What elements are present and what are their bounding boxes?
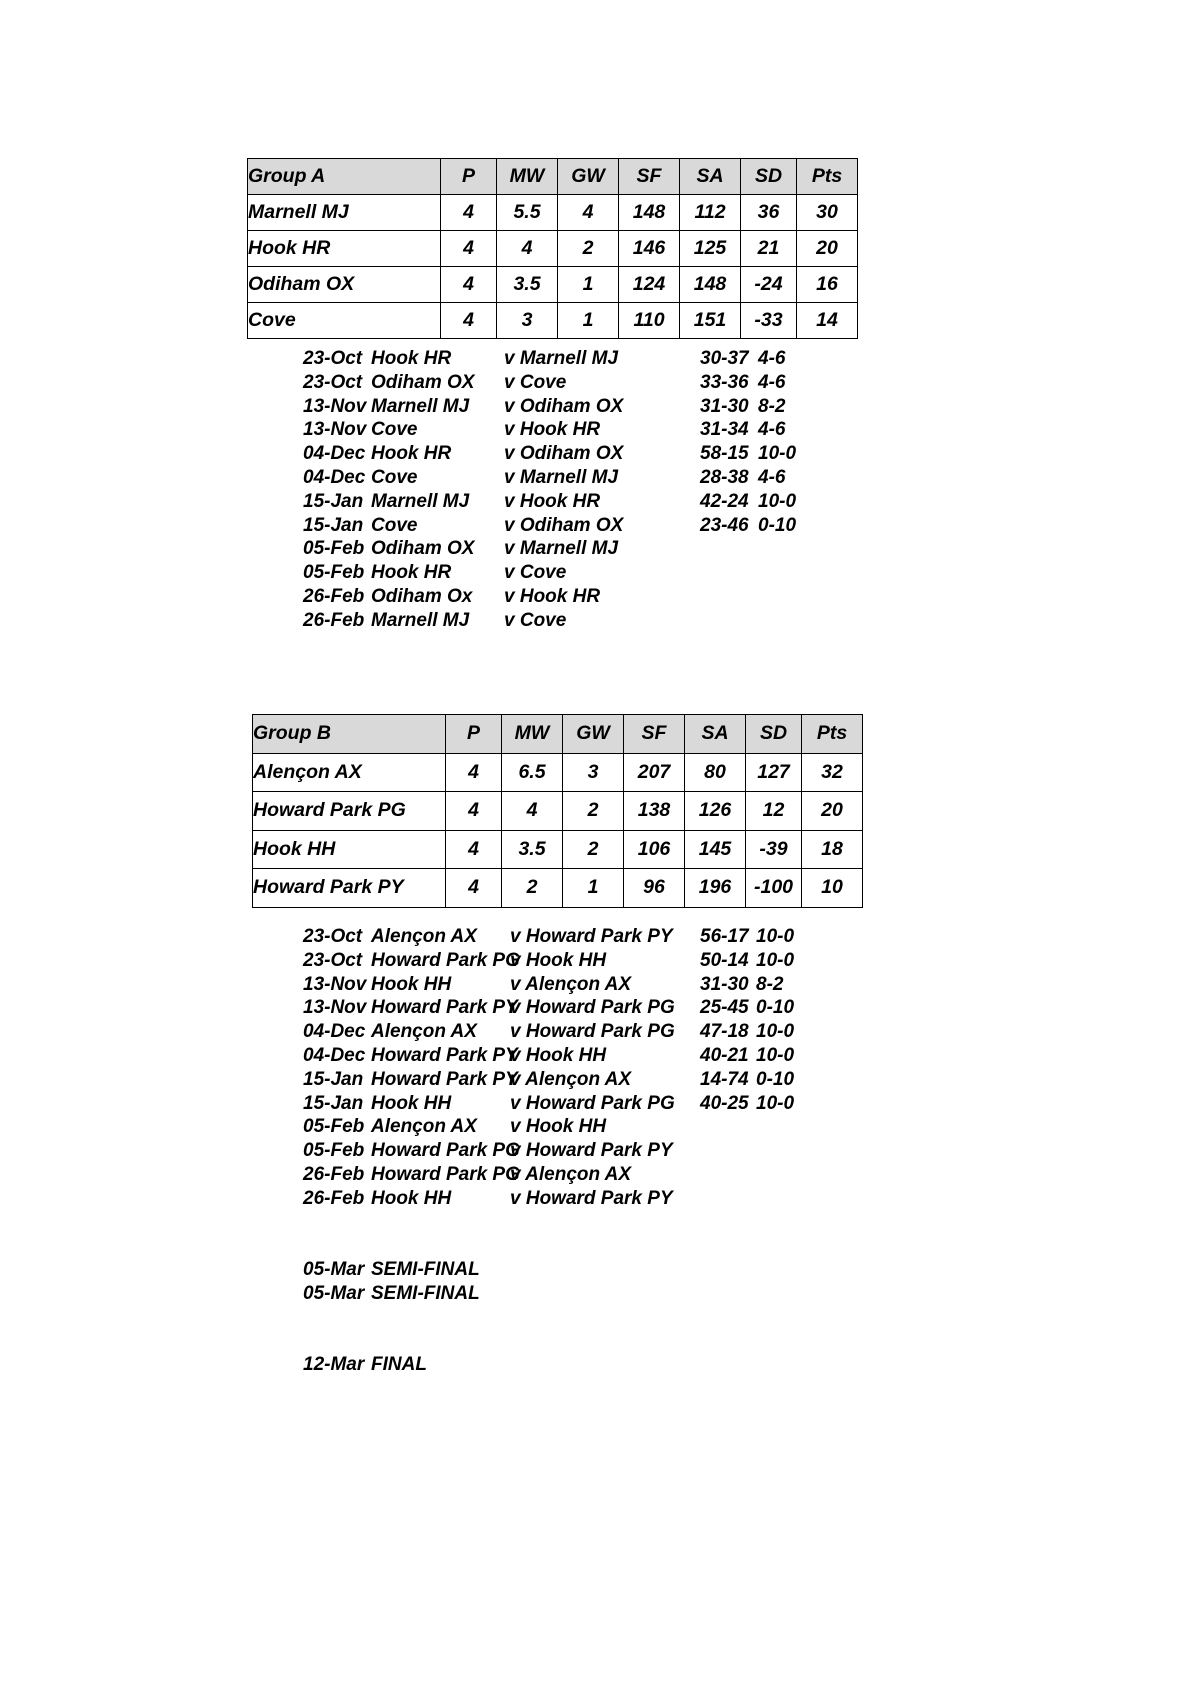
fixture-row — [303, 996, 794, 1020]
fixture-points: 4-6 — [758, 419, 786, 441]
fixture-date: 04-Dec — [303, 466, 366, 488]
table-row — [253, 830, 863, 869]
value-sa: 112 — [680, 195, 741, 231]
fixture-score: 40-21 — [700, 1044, 749, 1066]
group-a-standings-table — [247, 158, 858, 339]
fixture-points: 10-0 — [758, 443, 797, 465]
fixture-date: 26-Feb — [303, 609, 365, 631]
fixture-away-team: v Marnell MJ — [504, 466, 619, 488]
table-row — [248, 195, 858, 231]
fixture-home-team: Hook HH — [371, 1092, 452, 1114]
fixture-score: 47-18 — [700, 1021, 749, 1043]
value-mw: 4 — [497, 231, 558, 267]
value-pts: 14 — [797, 303, 858, 339]
knockout-label: SEMI-FINAL — [371, 1282, 480, 1304]
fixture-away-team: v Marnell MJ — [504, 348, 619, 369]
fixture-row — [303, 1044, 794, 1068]
fixture-home-team: Hook HR — [371, 443, 452, 465]
group-b-fixture-list — [303, 925, 794, 1211]
team-name: Marnell MJ — [248, 195, 441, 231]
value-sd: -33 — [741, 303, 797, 339]
table-row — [248, 267, 858, 303]
fixture-score: 33-36 — [700, 371, 749, 393]
fixture-score: 25-45 — [700, 997, 749, 1019]
table-row — [253, 869, 863, 908]
team-name: Howard Park PY — [253, 869, 446, 908]
fixture-points: 4-6 — [758, 466, 786, 488]
fixture-home-team: Odiham OX — [371, 538, 475, 560]
fixture-away-team: v Howard Park PY — [510, 1187, 673, 1209]
knockout-date: 05-Mar — [303, 1282, 365, 1304]
value-mw: 3.5 — [497, 267, 558, 303]
fixture-date: 05-Feb — [303, 1140, 365, 1162]
fixture-row — [303, 514, 796, 538]
fixture-away-team: v Howard Park PY — [510, 1140, 673, 1162]
value-mw: 3 — [497, 303, 558, 339]
fixture-row — [303, 609, 796, 633]
fixture-points: 10-0 — [756, 949, 795, 971]
value-sf: 148 — [619, 195, 680, 231]
fixture-away-team: v Hook HR — [504, 585, 601, 607]
value-pts: 32 — [802, 753, 863, 792]
group-b-standings-table — [252, 714, 863, 908]
value-sa: 145 — [685, 830, 746, 869]
knockout-spacer — [303, 1306, 480, 1354]
fixture-row — [303, 1115, 794, 1139]
fixture-home-team: Howard Park PG — [371, 1140, 520, 1162]
column-header-mw: MW — [497, 159, 558, 195]
fixture-home-team: Howard Park PG — [371, 949, 520, 971]
value-p: 4 — [441, 231, 497, 267]
fixture-score: 14-74 — [700, 1068, 749, 1090]
fixture-home-team: Odiham OX — [371, 371, 475, 393]
fixture-away-team: v Howard Park PG — [510, 1092, 675, 1114]
fixture-row — [303, 395, 796, 419]
fixture-score: 42-24 — [700, 490, 749, 512]
fixture-date: 05-Feb — [303, 538, 365, 560]
value-sf: 110 — [619, 303, 680, 339]
group-b-table-container — [252, 714, 863, 908]
fixture-away-team: v Hook HH — [510, 949, 607, 971]
fixture-date: 23-Oct — [303, 371, 363, 393]
fixture-home-team: Hook HR — [371, 562, 452, 584]
table-header-row — [248, 159, 858, 195]
fixture-points: 10-0 — [756, 1021, 795, 1043]
fixture-away-team: v Howard Park PG — [510, 997, 675, 1019]
fixture-away-team: v Hook HR — [504, 419, 601, 441]
value-gw: 4 — [558, 195, 619, 231]
value-sf: 106 — [624, 830, 685, 869]
fixture-away-team: v Odiham OX — [504, 514, 624, 536]
fixture-date: 13-Nov — [303, 997, 367, 1019]
value-pts: 20 — [797, 231, 858, 267]
value-p: 4 — [446, 753, 502, 792]
value-pts: 16 — [797, 267, 858, 303]
column-header-sd: SD — [746, 715, 802, 754]
knockout-label: FINAL — [371, 1354, 427, 1376]
table-header-row — [253, 715, 863, 754]
fixture-row — [303, 925, 794, 949]
fixture-away-team: v Cove — [504, 562, 567, 584]
fixture-score: 31-34 — [700, 419, 749, 441]
fixture-row — [303, 1092, 794, 1116]
value-p: 4 — [446, 869, 502, 908]
table-row — [248, 231, 858, 267]
fixture-away-team: v Alençon AX — [510, 1068, 632, 1090]
fixture-home-team: Cove — [371, 419, 418, 441]
fixture-home-team: Hook HH — [371, 1187, 452, 1209]
fixture-points: 8-2 — [756, 973, 784, 995]
fixture-away-team: v Hook HR — [504, 490, 601, 512]
value-sa: 126 — [685, 792, 746, 831]
value-sd: -24 — [741, 267, 797, 303]
fixture-date: 23-Oct — [303, 348, 363, 369]
value-sf: 146 — [619, 231, 680, 267]
team-name: Hook HR — [248, 231, 441, 267]
value-gw: 3 — [563, 753, 624, 792]
team-name: Cove — [248, 303, 441, 339]
fixture-row — [303, 1068, 794, 1092]
fixture-row — [303, 371, 796, 395]
fixture-home-team: Odiham Ox — [371, 585, 473, 607]
column-header-p: P — [441, 159, 497, 195]
fixture-date: 15-Jan — [303, 1092, 364, 1114]
fixture-home-team: Marnell MJ — [371, 490, 470, 512]
fixture-home-team: Howard Park PG — [371, 1163, 520, 1185]
fixture-date: 05-Feb — [303, 562, 365, 584]
fixture-points: 0-10 — [756, 997, 795, 1019]
value-gw: 2 — [563, 830, 624, 869]
value-gw: 1 — [558, 267, 619, 303]
fixture-date: 13-Nov — [303, 419, 367, 441]
value-sd: -100 — [746, 869, 802, 908]
fixture-score: 31-30 — [700, 395, 749, 417]
fixture-points: 10-0 — [756, 926, 795, 947]
fixture-away-team: v Cove — [504, 609, 567, 631]
fixture-points: 8-2 — [758, 395, 786, 417]
value-p: 4 — [441, 267, 497, 303]
value-sd: 36 — [741, 195, 797, 231]
column-header-sf: SF — [624, 715, 685, 754]
fixture-home-team: Howard Park PY — [371, 1044, 518, 1066]
fixture-home-team: Cove — [371, 514, 418, 536]
fixture-home-team: Cove — [371, 466, 418, 488]
fixture-row — [303, 442, 796, 466]
fixture-row — [303, 418, 796, 442]
value-sf: 96 — [624, 869, 685, 908]
fixture-date: 04-Dec — [303, 443, 366, 465]
fixture-row — [303, 949, 794, 973]
value-sa: 125 — [680, 231, 741, 267]
value-mw: 3.5 — [502, 830, 563, 869]
fixture-home-team: Hook HH — [371, 973, 452, 995]
fixture-row — [303, 561, 796, 585]
value-sf: 124 — [619, 267, 680, 303]
fixture-points: 0-10 — [758, 514, 797, 536]
table-row — [248, 303, 858, 339]
fixture-home-team: Hook HR — [371, 348, 452, 369]
fixture-away-team: v Howard Park PY — [510, 926, 673, 947]
fixture-away-team: v Odiham OX — [504, 443, 624, 465]
fixture-date: 13-Nov — [303, 395, 367, 417]
fixture-date: 13-Nov — [303, 973, 367, 995]
fixture-date: 15-Jan — [303, 1068, 364, 1090]
fixture-row — [303, 490, 796, 514]
team-name: Odiham OX — [248, 267, 441, 303]
fixture-row — [303, 1187, 794, 1211]
fixture-score: 56-17 — [700, 926, 749, 947]
fixture-points: 0-10 — [756, 1068, 795, 1090]
value-sd: 21 — [741, 231, 797, 267]
column-header-mw: MW — [502, 715, 563, 754]
knockout-date: 05-Mar — [303, 1259, 365, 1280]
value-pts: 10 — [802, 869, 863, 908]
team-name: Howard Park PG — [253, 792, 446, 831]
fixture-score: 30-37 — [700, 348, 749, 369]
fixture-points: 4-6 — [758, 348, 786, 369]
fixture-row — [303, 347, 796, 371]
knockout-date: 12-Mar — [303, 1354, 365, 1376]
knockout-label: SEMI-FINAL — [371, 1259, 480, 1280]
fixture-score: 28-38 — [700, 466, 749, 488]
value-mw: 6.5 — [502, 753, 563, 792]
knockout-row — [303, 1353, 480, 1377]
fixture-row — [303, 1020, 794, 1044]
fixture-row — [303, 973, 794, 997]
fixture-row — [303, 1163, 794, 1187]
fixture-date: 05-Feb — [303, 1116, 365, 1138]
value-p: 4 — [441, 195, 497, 231]
column-header-pts: Pts — [802, 715, 863, 754]
fixture-home-team: Marnell MJ — [371, 395, 470, 417]
knockout-row — [303, 1258, 480, 1282]
fixture-away-team: v Hook HH — [510, 1044, 607, 1066]
fixture-home-team: Alençon AX — [371, 926, 477, 947]
table-row — [253, 792, 863, 831]
value-p: 4 — [446, 830, 502, 869]
fixture-score: 31-30 — [700, 973, 749, 995]
fixture-date: 04-Dec — [303, 1021, 366, 1043]
group-a-fixture-list — [303, 347, 796, 633]
fixture-row — [303, 1139, 794, 1163]
fixture-date: 15-Jan — [303, 490, 364, 512]
value-mw: 4 — [502, 792, 563, 831]
fixture-points: 10-0 — [756, 1044, 795, 1066]
column-header-gw: GW — [558, 159, 619, 195]
group-a-table-container — [247, 158, 858, 339]
fixture-home-team: Howard Park PY — [371, 997, 518, 1019]
fixture-date: 04-Dec — [303, 1044, 366, 1066]
value-sa: 151 — [680, 303, 741, 339]
fixture-home-team: Alençon AX — [371, 1116, 477, 1138]
value-sd: -39 — [746, 830, 802, 869]
value-gw: 2 — [558, 231, 619, 267]
value-sf: 207 — [624, 753, 685, 792]
team-name: Alençon AX — [253, 753, 446, 792]
column-header-pts: Pts — [797, 159, 858, 195]
fixture-home-team: Howard Park PY — [371, 1068, 518, 1090]
fixture-row — [303, 585, 796, 609]
column-header-sd: SD — [741, 159, 797, 195]
value-pts: 20 — [802, 792, 863, 831]
fixture-away-team: v Marnell MJ — [504, 538, 619, 560]
fixture-points: 4-6 — [758, 371, 786, 393]
column-header-sa: SA — [680, 159, 741, 195]
column-header-p: P — [446, 715, 502, 754]
fixture-score: 58-15 — [700, 443, 749, 465]
value-mw: 2 — [502, 869, 563, 908]
value-gw: 1 — [558, 303, 619, 339]
value-p: 4 — [446, 792, 502, 831]
column-header-sf: SF — [619, 159, 680, 195]
fixture-home-team: Marnell MJ — [371, 609, 470, 631]
fixture-home-team: Alençon AX — [371, 1021, 477, 1043]
fixture-away-team: v Alençon AX — [510, 973, 632, 995]
fixture-date: 26-Feb — [303, 1163, 365, 1185]
value-p: 4 — [441, 303, 497, 339]
column-header-sa: SA — [685, 715, 746, 754]
value-sd: 12 — [746, 792, 802, 831]
fixture-away-team: v Cove — [504, 371, 567, 393]
fixture-away-team: v Hook HH — [510, 1116, 607, 1138]
value-sa: 80 — [685, 753, 746, 792]
fixture-row — [303, 537, 796, 561]
fixture-date: 23-Oct — [303, 926, 363, 947]
fixture-away-team: v Howard Park PG — [510, 1021, 675, 1043]
fixture-row — [303, 466, 796, 490]
fixture-date: 26-Feb — [303, 1187, 365, 1209]
fixture-date: 15-Jan — [303, 514, 364, 536]
knockout-stage-list — [303, 1258, 480, 1377]
fixture-score: 23-46 — [700, 514, 749, 536]
value-sd: 127 — [746, 753, 802, 792]
fixture-date: 23-Oct — [303, 949, 363, 971]
column-header-group: Group A — [248, 159, 441, 195]
fixture-points: 10-0 — [758, 490, 797, 512]
value-sa: 196 — [685, 869, 746, 908]
knockout-row — [303, 1282, 480, 1306]
value-mw: 5.5 — [497, 195, 558, 231]
value-pts: 18 — [802, 830, 863, 869]
value-pts: 30 — [797, 195, 858, 231]
fixture-score: 50-14 — [700, 949, 749, 971]
fixture-score: 40-25 — [700, 1092, 749, 1114]
column-header-gw: GW — [563, 715, 624, 754]
fixture-away-team: v Alençon AX — [510, 1163, 632, 1185]
value-sa: 148 — [680, 267, 741, 303]
value-sf: 138 — [624, 792, 685, 831]
table-row — [253, 753, 863, 792]
fixture-away-team: v Odiham OX — [504, 395, 624, 417]
team-name: Hook HH — [253, 830, 446, 869]
column-header-group: Group B — [253, 715, 446, 754]
fixture-date: 26-Feb — [303, 585, 365, 607]
value-gw: 1 — [563, 869, 624, 908]
fixture-points: 10-0 — [756, 1092, 795, 1114]
value-gw: 2 — [563, 792, 624, 831]
